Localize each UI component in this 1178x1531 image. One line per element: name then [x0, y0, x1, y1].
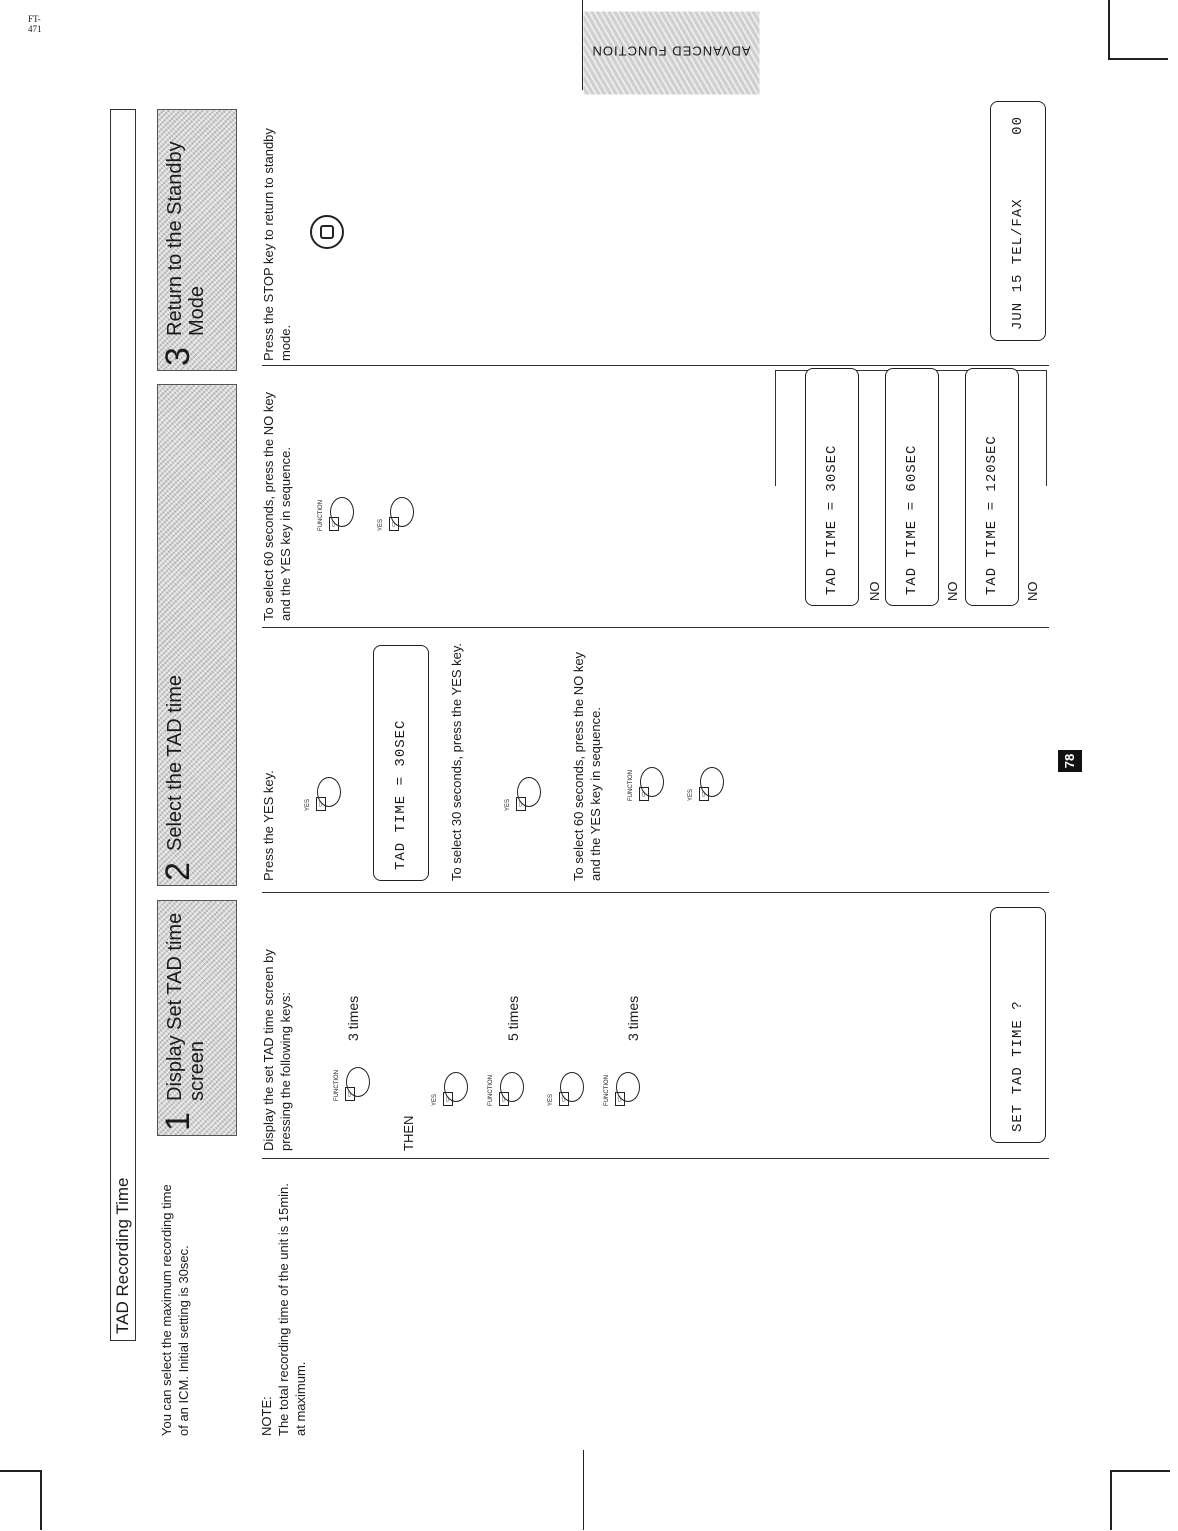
step-3-instruction: Press the STOP key to return to standby mode.: [261, 128, 293, 361]
section-title-bar: [110, 109, 136, 1341]
step-1-number: 1: [159, 1112, 197, 1131]
function-key[interactable]: FUNCTION ▭: [488, 1070, 528, 1106]
lcd-display: TAD TIME = 30SEC: [373, 645, 429, 881]
step-1-instruction: Display the set TAD time screen by pressing the following keys:: [261, 949, 293, 1151]
note-label: NOTE:: [259, 1396, 274, 1436]
option-30-text: To select 30 seconds, press the YES key.: [449, 643, 464, 881]
option-60-text: To select 60 seconds, press the NO key and the YES key in sequence.: [261, 391, 293, 621]
lcd-display: TAD TIME = 30SEC: [805, 368, 859, 606]
step-1-title: Display Set TAD time screen: [164, 912, 208, 1101]
advanced-function-tab: [584, 12, 760, 95]
column-divider: [262, 627, 1049, 628]
lcd-display: TAD TIME = 60SEC: [885, 368, 939, 606]
press-count: 3 times: [625, 995, 641, 1041]
column-divider: [262, 365, 1049, 366]
then-label: THEN: [401, 1115, 416, 1151]
step-3-header: [157, 109, 237, 371]
yes-key[interactable]: YES ▭: [305, 775, 345, 811]
step-2-title: Select the TAD time: [164, 675, 186, 851]
no-key[interactable]: FUNCTION ▭: [318, 495, 358, 531]
lcd-display: SET TAD TIME ?: [990, 907, 1046, 1143]
step-3-title: Return to the Standby Mode: [164, 141, 208, 336]
intro-text: You can select the maximum recording time of an ICM. Initial setting is 30sec.: [159, 1184, 191, 1436]
yes-key[interactable]: YES ▭: [505, 775, 545, 811]
step-2-number: 2: [159, 862, 197, 881]
yes-key[interactable]: YES ▭: [548, 1070, 588, 1106]
corner-code: FT-471: [28, 14, 42, 34]
yes-key[interactable]: YES ▭: [688, 765, 728, 801]
function-key[interactable]: FUNCTION ▭: [334, 1065, 374, 1101]
press-count: 5 times: [505, 995, 521, 1041]
no-key-label: NO: [867, 581, 882, 601]
press-count: 3 times: [345, 995, 361, 1041]
standby-count: 00: [1010, 116, 1026, 135]
yes-key[interactable]: YES ▭: [378, 495, 418, 531]
no-key-label: NO: [1025, 581, 1040, 601]
step-1-header: [157, 900, 237, 1136]
standby-date: JUN 15 TEL/FAX: [1010, 198, 1026, 330]
stop-key[interactable]: [310, 215, 344, 249]
step-3-number: 3: [159, 347, 197, 366]
lcd-display: TAD TIME = 120SEC: [965, 368, 1019, 606]
function-key[interactable]: FUNCTION ▭: [604, 1070, 644, 1106]
yes-key[interactable]: YES ▭: [432, 1070, 472, 1106]
column-divider: [262, 892, 1049, 893]
lcd-display: [990, 101, 1046, 341]
section-title: TAD Recording Time: [113, 1177, 132, 1334]
page-number: 78: [1058, 750, 1082, 772]
step-2-instruction: Press the YES key.: [261, 770, 276, 881]
note-text: The total recording time of the unit is 15min. at maximum.: [276, 1183, 308, 1436]
column-divider: [262, 1158, 1049, 1159]
step-2-header: [157, 384, 237, 886]
note-block: [258, 1176, 309, 1436]
no-key[interactable]: FUNCTION ▭: [628, 765, 668, 801]
no-key-label: NO: [945, 581, 960, 601]
advanced-function-label: ADVANCED FUNCTION: [591, 43, 751, 59]
option-60-text: To select 60 seconds, press the NO key and the YES key in sequence.: [571, 651, 603, 881]
